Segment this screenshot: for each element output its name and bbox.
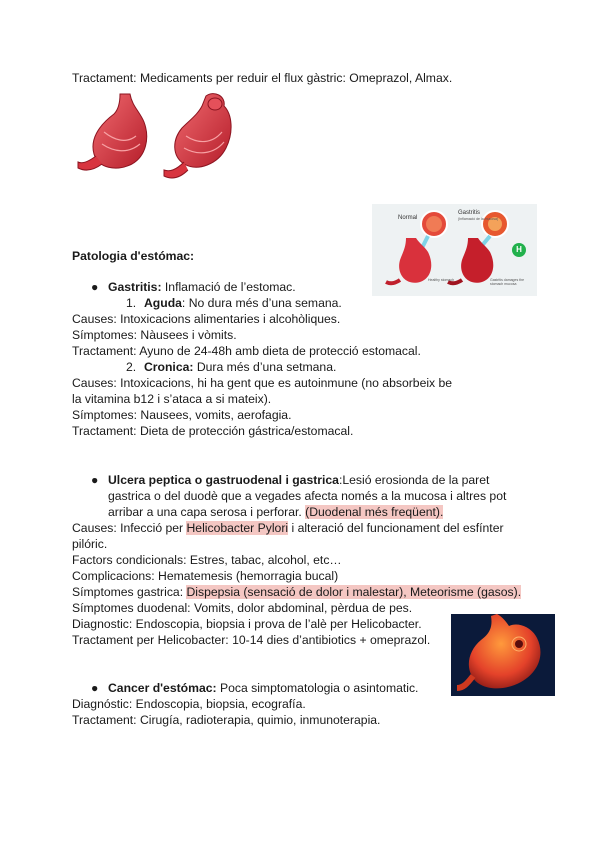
list-number-2: 2.: [126, 360, 137, 374]
sub-label-gastritis: (Inflamació de la mucosa): [458, 217, 499, 221]
ulcera-desc-2: gastrica o del duodè que a vegades afecta només a la mucosa i altres pot: [108, 489, 507, 503]
cronica-item: [144, 359, 336, 375]
cancer-title: Cancer d'estómac:: [108, 681, 217, 695]
cancer-treatment: Tractament: Cirugía, radioterapia, quimio, inmunoterapia.: [72, 713, 381, 727]
ulcera-symptoms-duodenal: Símptomes duodenal: Vomits, dolor abdominal, pèrdua de pes.: [72, 601, 413, 615]
causes-post: i alteració del funcionament del esfínter: [288, 521, 504, 535]
ulcera-causes-2: pilóric.: [72, 537, 108, 551]
normal-vs-gastritis-illustration: [372, 204, 537, 296]
ulcera-treatment: Tractament per Helicobacter: 10-14 dies d’antibiotics + omeprazol.: [72, 633, 431, 647]
ulcera-causes: [72, 520, 504, 536]
stomach-3d-illustration: [451, 614, 555, 696]
ulcera-complications: Complicacions: Hematemesis (hemorragia bucal): [72, 569, 339, 583]
ulcera-desc-3-text: arribar a una capa serosa i perforar.: [108, 505, 306, 519]
aguda-title: Aguda: [144, 296, 182, 310]
cronica-desc: Dura més d’una setmana.: [193, 360, 337, 374]
duodenal-highlight: (Duodenal més freqüent).: [305, 505, 444, 519]
sym-gastric-pre: Símptomes gastrica:: [72, 585, 187, 599]
ulcera-factors: Factors condicionals: Estres, tabac, alcohol, etc…: [72, 553, 342, 567]
cronica-title: Cronica:: [144, 360, 194, 374]
aguda-desc: : No dura més d’una semana.: [181, 296, 342, 310]
ulcera-symptoms-gastric: [72, 584, 521, 600]
treatment-line-top: Tractament: Medicaments per reduir el flux gàstric: Omeprazol, Almax.: [72, 71, 453, 85]
ulcera-title: Ulcera peptica o gastruodenal i gastrica: [108, 473, 339, 487]
cancer-item: [108, 680, 418, 696]
label-normal: Normal: [398, 215, 418, 221]
cronica-causes-2: la vitamina b12 i s’ataca a si mateix).: [72, 392, 272, 406]
bullet-icon: ●: [91, 681, 99, 695]
two-stomachs-illustration: [74, 92, 242, 184]
cronica-symptoms: Símptomes: Nausees, vomits, aerofagia.: [72, 408, 292, 422]
list-number-1: 1.: [126, 296, 137, 310]
caption-healthy: Healthy stomach: [428, 278, 455, 282]
label-gastritis: Gastritis: [458, 210, 481, 216]
caption-gastritis: Gastritis damages the stomach mucosa: [490, 278, 525, 286]
cancer-diagnostic: Diagnóstic: Endoscopia, biopsia, ecografía.: [72, 697, 306, 711]
aguda-item: [144, 295, 342, 311]
section-heading: Patologia d'estómac:: [72, 249, 195, 263]
gastritis-desc: Inflamació de l’estomac.: [161, 280, 296, 294]
sym-gastric-highlight: Dispepsia (sensació de dolor i malestar), Meteorisme (gasos).: [186, 585, 522, 599]
bullet-icon: ●: [91, 280, 99, 294]
ulcera-desc-1: :Lesió erosionda de la paret: [338, 473, 490, 487]
ulcera-item: [108, 472, 489, 488]
bullet-icon: ●: [91, 473, 99, 487]
aguda-causes: Causes: Intoxicacions alimentaries i alcohòliques.: [72, 312, 341, 326]
causes-pre: Causes: Infecció per: [72, 521, 187, 535]
cronica-treatment: Tractament: Dieta de protección gástrica/estomacal.: [72, 424, 354, 438]
helicobacter-highlight: Helicobacter Pylori: [186, 521, 289, 535]
aguda-treatment: Tractament: Ayuno de 24-48h amb dieta de protecció estomacal.: [72, 344, 421, 358]
cronica-causes-1: Causes: Intoxicacions, hi ha gent que es autoinmune (no absorbeix be: [72, 376, 453, 390]
cancer-desc: Poca simptomatologia o asintomatic.: [216, 681, 419, 695]
aguda-symptoms: Símptomes: Nàusees i vòmits.: [72, 328, 237, 342]
gastritis-title: Gastritis:: [108, 280, 162, 294]
h-badge: H: [516, 245, 522, 254]
ulcera-diagnostic: Diagnostic: Endoscopia, biopsia i prova de l’alè per Helicobacter.: [72, 617, 422, 631]
gastritis-item: [108, 279, 296, 295]
ulcera-desc-3: [108, 504, 443, 520]
